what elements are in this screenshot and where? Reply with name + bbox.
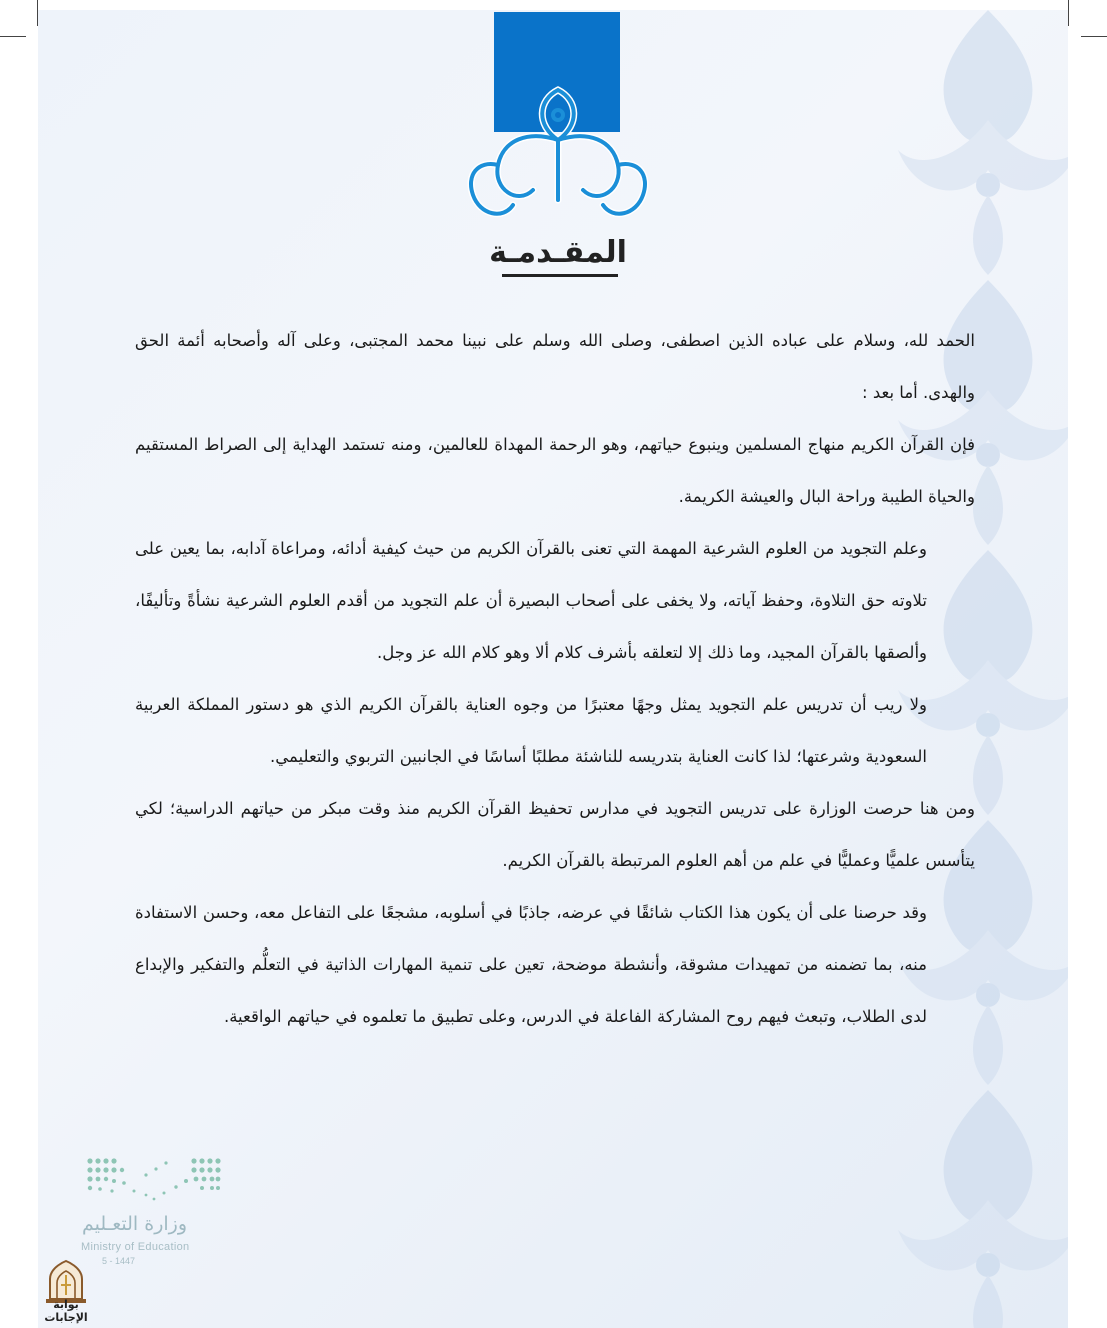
- ministry-year: 5 - 1447: [102, 1256, 136, 1266]
- paragraph-3: وعلم التجويد من العلوم الشرعية المهمة التي تعنى بالقرآن الكريم من حيث كيفية أدائه، ومراعاة آدابه، بما يعين على تلاوته حق التلاوة، وحفظ آياته، ولا يخفى على أصحاب البصيرة أن علم التجويد من أقدم العلوم الشرعية نشأةً وتأليفًا، وألصقها بالقرآن المجيد، وما ذلك إلا لتعلقه بأشرف كلام ألا وهو كلام الله عز وجل.: [135, 539, 927, 662]
- paragraph-6: وقد حرصنا على أن يكون هذا الكتاب شائقًا في عرضه، جاذبًا في أسلوبه، مشجعًا على التفاعل معه، وحسن الاستفادة منه، بما تضمنه من تمهيدات مشوقة، وأنشطة موضحة، تعين على تنمية المهارات الذاتية في التعلُّم والتفكير والإبداع لدى الطلاب، وتبعث فيهم روح المشاركة الفاعلة في الدرس، وعلى تطبيق ما تعلموه في حياتهم الواقعية.: [135, 903, 927, 1026]
- book-page: [38, 10, 1068, 1328]
- arabesque-emblem: [458, 80, 658, 230]
- watermark-label: بوابة الإجابات: [44, 1298, 88, 1324]
- paragraph-1: الحمد لله، وسلام على عباده الذين اصطفى، وصلى الله وسلم على نبينا محمد المجتبى، وعلى آله وأصحابه أئمة الحق والهدى. أما بعد :: [135, 331, 975, 402]
- ministry-name-arabic: وزارة التعـليم: [82, 1213, 188, 1235]
- introduction-text: [135, 315, 975, 1043]
- paragraph-2: فإن القرآن الكريم منهاج المسلمين وينبوع حياتهم، وهو الرحمة المهداة للعالمين، ومنه تستمد الهداية إلى الصراط المستقيم والحياة الطيبة وراحة البال والعيشة الكريمة.: [135, 435, 975, 506]
- crop-mark-left-h: [0, 36, 26, 37]
- page-title: المقـدمـة: [489, 235, 627, 270]
- paragraph-4: ولا ريب أن تدريس علم التجويد يمثل وجهًا معتبرًا من وجوه العناية بالقرآن الكريم الذي هو دستور المملكة العربية السعودية وشرعتها؛ لذا كانت العناية بتدريسه للناشئة مطلبًا أساسًا في الجانبين التربوي والتعليمي.: [135, 695, 927, 766]
- title-underline: [502, 272, 618, 280]
- paragraph-5: ومن هنا حرصت الوزارة على تدريس التجويد في مدارس تحفيظ القرآن الكريم منذ وقت مبكر من حياتهم الدراسية؛ لكي يتأسس علميًّا وعمليًّا في علم من أهم العلوم المرتبطة بالقرآن الكريم.: [135, 799, 975, 870]
- crop-mark-right-h: [1081, 36, 1107, 37]
- ministry-dots-icon: [84, 1155, 224, 1205]
- ministry-name-english: Ministry of Education: [81, 1241, 190, 1253]
- crop-mark-top-right-v: [1068, 0, 1069, 26]
